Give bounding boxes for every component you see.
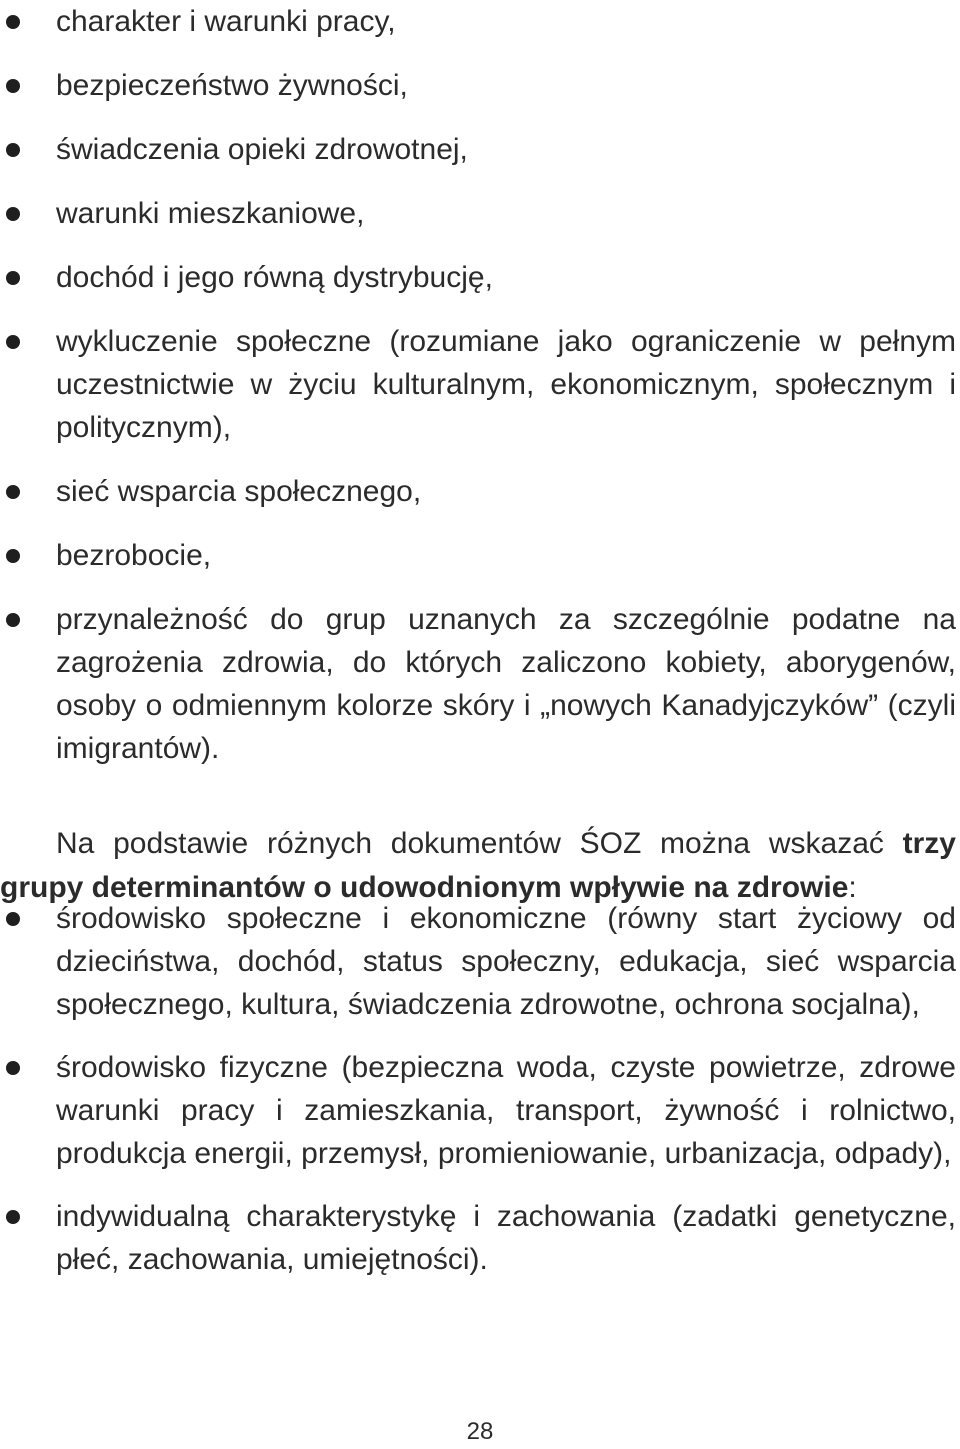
list-item [0, 192, 960, 235]
list-item-text: bezpieczeństwo żywności, [56, 69, 408, 102]
list-item-text: charakter i warunki pracy, [56, 5, 396, 38]
list-item [0, 256, 960, 299]
list-item-text: sieć wsparcia społecznego, [56, 475, 422, 508]
list-item-text: bezrobocie, [56, 539, 212, 572]
list-item-text: indywidualną charakterystykę i zachowania (zadatki genetyczne, płeć, zachowania, umiejętności). [56, 1200, 956, 1276]
bullet-icon [6, 1210, 20, 1224]
list-item [0, 1046, 960, 1175]
list-item-text: środowisko społeczne i ekonomiczne (równy start życiowy od dzieciństwa, dochód, status społeczny, edukacja, sieć wsparcia społecznego, kultura, świadczenia zdrowotne, ochrona socjalna), [56, 902, 956, 1021]
paragraph-end: : [848, 871, 857, 904]
list-item [0, 0, 960, 43]
list-item [0, 534, 960, 577]
list-item-text: wykluczenie społeczne (rozumiane jako ograniczenie w pełnym uczestnictwie w życiu kulturalnym, ekonomicznym, społecznym i politycznym), [56, 325, 956, 444]
page-number: 28 [466, 1418, 494, 1445]
list-item-text: dochód i jego równą dystrybucję, [56, 261, 493, 294]
list-item [0, 64, 960, 107]
list-item-text: przynależność do grup uznanych za szczególnie podatne na zagrożenia zdrowia, do których zaliczono kobiety, aborygenów, osoby o odmiennym kolorze skóry i „nowych Kanadyjczyków” (czyli imigrantów). [56, 603, 956, 765]
paragraph-emphasis: trzy grupy determinantów o udowodnionym wpływie na zdrowie [0, 827, 956, 904]
list-item [0, 128, 960, 171]
bullet-icon [6, 613, 20, 627]
bullet-icon [6, 335, 20, 349]
paragraph-intro: Na podstawie różnych dokumentów ŚOZ można wskazać [56, 827, 903, 860]
bullet-icon [6, 79, 20, 93]
bullet-icon [6, 143, 20, 157]
bullet-icon [6, 15, 20, 29]
bullet-icon [6, 912, 20, 926]
determinant-groups-list [0, 897, 960, 1301]
list-item [0, 1195, 960, 1281]
bullet-icon [6, 271, 20, 285]
list-item [0, 470, 960, 513]
bullet-icon [6, 549, 20, 563]
list-item [0, 320, 960, 449]
list-item [0, 897, 960, 1026]
list-item [0, 598, 960, 770]
bullet-icon [6, 207, 20, 221]
list-item-text: środowisko fizyczne (bezpieczna woda, czyste powietrze, zdrowe warunki pracy i zamieszkania, transport, żywność i rolnictwo, produkcja energii, przemysł, promieniowanie, urbanizacja, odpady), [56, 1051, 956, 1170]
bullet-icon [6, 1061, 20, 1075]
list-item-text: warunki mieszkaniowe, [56, 197, 365, 230]
list-item-text: świadczenia opieki zdrowotnej, [56, 133, 468, 166]
bullet-icon [6, 485, 20, 499]
